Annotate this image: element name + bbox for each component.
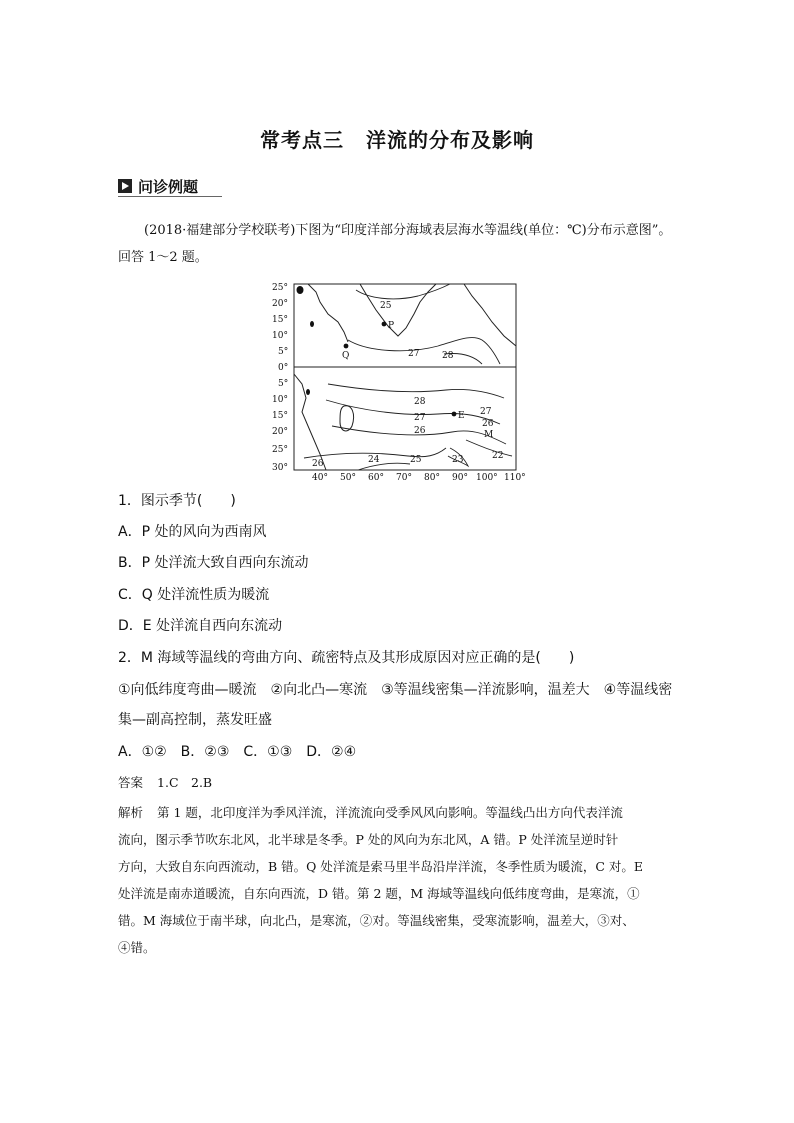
lon-label: 60° — [368, 473, 384, 482]
isotherm-label: 24 — [368, 455, 380, 465]
isotherm-label: 25 — [410, 455, 422, 465]
island-blob — [306, 389, 310, 395]
isotherm-label: 27 — [414, 413, 426, 423]
lon-label: 100° — [476, 473, 498, 482]
section-header — [118, 176, 222, 196]
q2-statements-line1: ①向低纬度弯曲—暖流 ②向北凸—寒流 ③等温线密集—洋流影响，温差大 ④等温线密 — [118, 682, 673, 698]
q2-statements-line2: 集—副高控制，蒸发旺盛 — [118, 712, 272, 728]
point-q-dot — [344, 344, 349, 349]
analysis-line: 流向，图示季节吹东北风，北半球是冬季。P 处的风向为东北风，A 错。P 处洋流呈逆时针 — [118, 832, 619, 847]
indian-ocean-isotherm-map — [268, 280, 530, 482]
analysis-label: 解析 — [118, 805, 144, 820]
q1-option-b: B．P 处洋流大致自西向东流动 — [118, 555, 309, 571]
lat-label: 5° — [278, 347, 289, 357]
madagascar — [340, 406, 354, 431]
lat-label: 15° — [272, 315, 288, 325]
page-title — [0, 124, 794, 153]
q2-options: A．①② B．②③ C．①③ D．②④ — [118, 744, 357, 760]
section-label: 问诊例题 — [138, 178, 199, 196]
isotherm-label: 28 — [442, 351, 454, 361]
isotherm-label: 25 — [380, 301, 392, 311]
intro-source: (2018·福建部分学校联考) — [144, 223, 296, 238]
isotherm-label: 22 — [492, 451, 504, 461]
isotherm-label: 27 — [408, 349, 420, 359]
isotherm-25-north — [356, 284, 450, 299]
isotherm-28-south — [328, 384, 504, 398]
isotherm-27-south — [326, 400, 500, 424]
q2-stem: 2．M 海域等温线的弯曲方向、疏密特点及其形成原因对应正确的是( ) — [118, 650, 575, 666]
analysis-line: 错。M 海域位于南半球，向北凸，是寒流，②对。等温线密集，受寒流影响，温差大，③对、 — [118, 913, 635, 928]
lon-label: 50° — [340, 473, 356, 482]
lat-label: 25° — [272, 283, 288, 293]
intro-text — [118, 217, 678, 271]
map-frame — [294, 284, 516, 470]
point-e-dot — [452, 412, 457, 417]
answer-value: 1.C 2.B — [157, 775, 213, 790]
isotherm-22 — [466, 440, 512, 456]
answer-label: 答案 — [118, 775, 144, 790]
analysis-line: 方向，大致自东向西流动，B 错。Q 处洋流是索马里半岛沿岸洋流，冬季性质为暖流，C 对。E — [118, 859, 644, 874]
lat-label: 15° — [272, 411, 288, 421]
isotherm-label: 27 — [480, 407, 492, 417]
analysis-line: ④错。 — [118, 940, 156, 955]
title-part1: 常考点三 — [260, 128, 344, 152]
isotherm-label: 28 — [414, 397, 426, 407]
section-underline — [118, 196, 222, 197]
title-part2: 洋流的分布及影响 — [366, 128, 534, 152]
lat-label: 20° — [272, 299, 288, 309]
island-blob — [297, 286, 304, 294]
point-p-dot — [382, 322, 387, 327]
isotherm-label: 26 — [414, 426, 426, 436]
lon-label: 80° — [424, 473, 440, 482]
island-blob — [310, 321, 314, 327]
isotherm-label: 26 — [312, 459, 324, 469]
point-p-label: P — [388, 321, 395, 331]
lat-label: 0° — [278, 363, 289, 373]
analysis-line: 处洋流是南赤道暖流，自东向西流，D 错。第 2 题，M 海域等温线向低纬度弯曲，是寒流，① — [118, 886, 640, 901]
isotherm-25-south — [358, 463, 410, 470]
q1-option-d: D．E 处洋流自西向东流动 — [118, 618, 283, 634]
coast-india — [360, 284, 436, 336]
analysis-line: 解析 第 1 题，北印度洋为季风洋流，洋流流向受季风风向影响。等温线凸出方向代表洋流 — [118, 805, 623, 820]
lat-label: 5° — [278, 379, 289, 389]
isotherm-label: 23 — [452, 455, 464, 465]
intro-body: 下图为“印度洋部分海域表层海水等温线(单位：℃)分布示意图”。回答 1～2 题。 — [118, 223, 672, 265]
q1-option-c: C．Q 处洋流性质为暖流 — [118, 587, 270, 603]
play-triangle-icon — [118, 179, 132, 193]
lon-label: 70° — [396, 473, 412, 482]
coast-southeast-asia — [464, 284, 516, 346]
lon-label: 90° — [452, 473, 468, 482]
lat-label: 10° — [272, 331, 288, 341]
point-q-label: Q — [342, 351, 350, 361]
q1-option-a: A．P 处的风向为西南风 — [118, 524, 267, 540]
lon-label: 40° — [312, 473, 328, 482]
lon-label: 110° — [504, 473, 526, 482]
coast-arabia — [308, 284, 348, 342]
lat-label: 20° — [272, 427, 288, 437]
point-e-label: E — [458, 411, 465, 421]
analysis-block — [118, 799, 692, 961]
lat-label: 30° — [272, 463, 288, 473]
point-m-label: M — [484, 430, 494, 440]
answer-line — [118, 769, 692, 796]
lat-label: 25° — [272, 445, 288, 455]
lat-label: 10° — [272, 395, 288, 405]
isotherm-label: 26 — [482, 419, 494, 429]
q1-stem: 1．图示季节( ) — [118, 493, 236, 509]
